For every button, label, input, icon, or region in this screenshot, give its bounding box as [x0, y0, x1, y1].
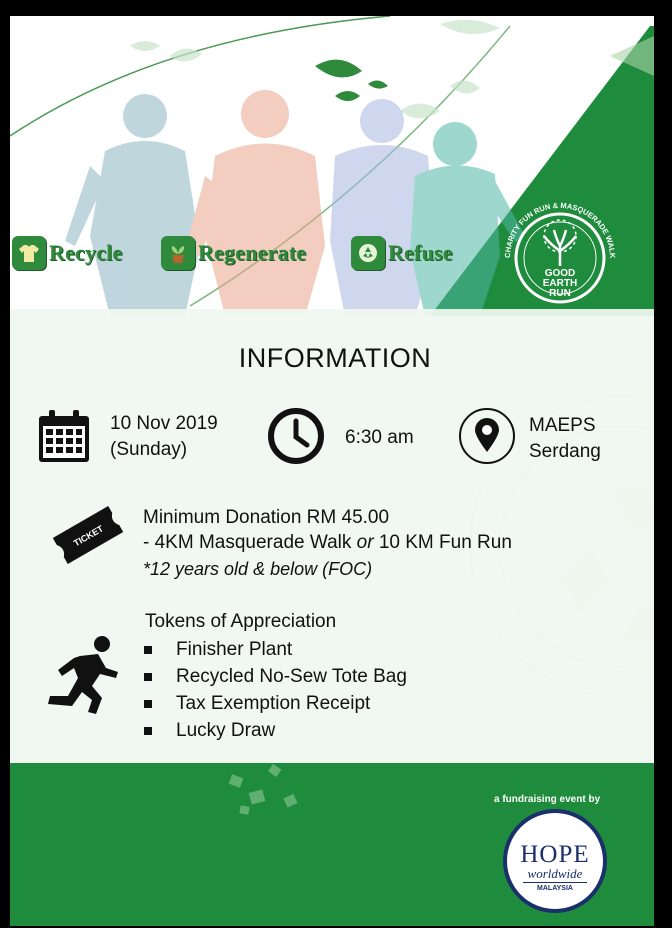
good-earth-run-logo [498, 196, 622, 320]
badge-recycle-label: Recycle [49, 240, 123, 265]
running-person-icon [40, 634, 124, 718]
event-date: 10 Nov 2019 [110, 413, 218, 434]
logo-name-line-3: RUN [549, 288, 571, 299]
location-pin-icon [457, 406, 517, 466]
calendar-icon [37, 408, 91, 464]
minimum-donation: Minimum Donation RM 45.00 [143, 507, 390, 528]
event-poster [10, 16, 654, 926]
run-options: - 4KM Masquerade Walk or 10 KM Fun Run [143, 532, 512, 553]
ticket-icon-label: TICKET [71, 523, 106, 549]
clock-icon [266, 406, 326, 466]
badge-refuse-label: Refuse [388, 240, 453, 265]
badge-regenerate [161, 236, 306, 270]
list-item: Recycled No-Sew Tote Bag [144, 663, 407, 690]
organizer-sub: worldwide [527, 866, 583, 881]
list-item: Lucky Draw [144, 717, 407, 744]
event-time: 6:30 am [345, 427, 414, 448]
logo-name-line-1: GOOD [544, 268, 576, 279]
list-item: Tax Exemption Receipt [144, 690, 407, 717]
badge-regenerate-label: Regenerate [198, 240, 307, 265]
tokens-list [144, 636, 407, 744]
leaf-fragments-decoration [210, 756, 330, 826]
age-note: *12 years old & below (FOC) [143, 559, 373, 579]
organizer-name: HOPE [520, 841, 590, 868]
venue-line-2: Serdang [529, 441, 601, 462]
hope-worldwide-logo [503, 809, 607, 913]
organizer-country: MALAYSIA [523, 882, 587, 892]
badge-recycle [12, 236, 122, 270]
badge-refuse [351, 236, 453, 270]
logo-name-line-2: EARTH [542, 278, 578, 289]
plant-pot-icon [161, 236, 195, 270]
tshirt-icon [12, 236, 46, 270]
logo-arc-text: CHARITY FUN RUN & MASQUERADE WALK [502, 200, 618, 259]
tokens-heading: Tokens of Appreciation [145, 611, 337, 632]
fundraising-caption: a fundraising event by [494, 794, 601, 805]
list-item: Finisher Plant [144, 636, 407, 663]
information-title: INFORMATION [238, 343, 432, 373]
event-day: (Sunday) [110, 439, 188, 460]
venue-line-1: MAEPS [529, 415, 596, 436]
recycle-icon [351, 236, 385, 270]
ticket-icon [48, 500, 128, 570]
